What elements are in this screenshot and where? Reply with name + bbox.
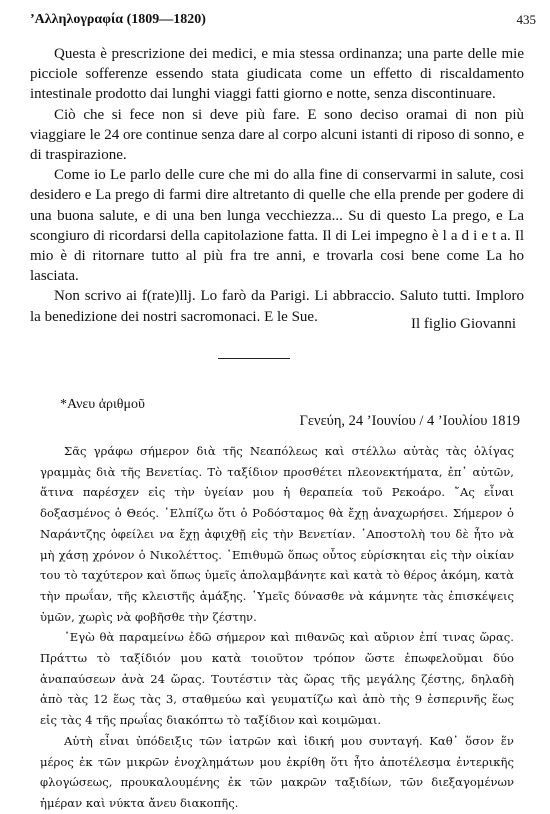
paragraph: Come io Le parlo delle cure che mi do alla fine di conservarmi in salute, cosi desidero e La prego di farmi dire altretanto di quelle che ella prende per godere di una buona salute, e di una ben lunga vecchiezza... Su di questo La prego, e La scongiuro di ricordarsi della capitolazione fatta. Il di Lei impegno è l a d i e t a. Il mio è di ritornare tutto al più fra tre anni, e trovarla cosi bene come La ho lasciata. [30, 167, 524, 285]
page-number: 435 [516, 12, 536, 27]
section-divider [218, 358, 290, 359]
running-title: ’Αλληλογραφία (1809—1820) [30, 12, 206, 27]
paragraph: Αὐτὴ εἶναι ὑπόδειξις τῶν ἰατρῶν καὶ ἰδική μου συνταγή. Καθ᾽ ὅσον ἕν μέρος ἐκ τῶν μικρῶν ἐνοχλημάτων μου ἐκρίθη ὅτι ἦτο ἀποτέλεσμα ἐντερικῆς φλογώσεως, προυκαλουμένης ἐκ τῶν μακρῶν ταξιδίων, τῶν διεξαγομένων ἡμέραν καὶ νύκτα ἄνευ διακοπῆς. [40, 733, 514, 810]
signature: Il figlio Giovanni [411, 316, 516, 332]
undated-label: *Ανευ ἀριθμοῦ [60, 397, 145, 412]
italian-letter-text [30, 44, 524, 327]
page-header [30, 12, 536, 32]
paragraph: ᾽Εγὼ θὰ παραμείνω ἐδῶ σήμερον καὶ πιθανῶς καὶ αὔριον ἐπί τινας ὥρας. Πράττω τὸ ταξίδιόν μου κατὰ τοιοῦτον τρόπον ὥστε ἐπωφελοῦμαι δύο ἀναπαύσεων ἀνὰ 24 ὥρας. Τουτέστιν τὰς ὥρας τῆς μεγάλης ζέστης, δηλαδὴ ἀπὸ τὰς 12 ἕως τὰς 3, σταθμεύω καὶ γευματίζω καὶ ἀπὸ τὴς 9 ἑσπερινῆς ἕως εἰς τὰς 4 τῆς πρωΐας διακόπτω τὸ ταξίδιον καὶ κοιμῶμαι. [40, 630, 514, 728]
place-date: Γενεύη, 24 ’Ιουνίου / 4 ’Ιουλίου 1819 [299, 413, 520, 429]
paragraph: Ciò che si fece non si deve più fare. E sono deciso oramai di non più viaggiare le 24 ore continue senza dare al corpo alcuni istanti di riposo di sonno, e di traspirazione. [30, 106, 524, 164]
paragraph: Σᾶς γράφω σήμερον διὰ τῆς Νεαπόλεως καὶ στέλλω αὐτὰς τὰς ὀλίγας γραμμὰς διὰ τῆς Βενετίας. Τὸ ταξίδιον προσθέτει πλεονεκτήματα, ἐπ᾽ αὐτῶν, ἅτινα παρέσχεν εἰς τὴν ὑγείαν μου ἡ θεραπεία τοῦ Ρεκοάρο. ῎Ας εἶναι δοξασμένος ὁ Θεός. ᾽Ελπίζω ὅτι ὁ Ροδόσταμος θὰ ἔχῃ ἀναχωρήσει. Σήμερον ὁ Ναράντζης ὀφείλει να ἔχῃ ἀφιχθῇ εἰς τὴν Βενετίαν. ᾽Αποστολὴ του δὲ ἦτο νὰ μὴ χάσῃ χρόνον ὁ Νικολέττος. ᾽Επιθυμῶ ὅπως οὗτος εὑρίσκηται εἰς τὴν οἰκίαν του τὸ ταχύτερον καὶ ὅπως ὑμεῖς ἀπολαμβάνητε καὶ κατὰ τὸ θέρος ἀκόμη, κατὰ τὴν πρωΐαν, τῆς κλειστῆς ἁμάξης. ῾Υμεῖς δύνασθε νὰ κάμνητε τὰς ἐπισκέψεις ὑμῶν, χωρὶς νὰ φοβῆσθε τὴν ζέστην. [40, 444, 514, 624]
greek-letter-text [40, 441, 514, 814]
paragraph: Non scrivo ai f(rate)llj. Lo farò da Parigi. Li abbraccio. Saluto tutti. Imploro la benedizione dei nostri sacromonaci. E le Sue. [30, 288, 524, 325]
paragraph: Questa è prescrizione dei medici, e mia stessa ordinanza; una parte delle mie picciole sofferenze essendo stata giudicata come un effetto di riscaldamento intestinale prodotto dai lunghi viaggi fatti giorno e notte, senza discontinuare. [30, 46, 524, 103]
